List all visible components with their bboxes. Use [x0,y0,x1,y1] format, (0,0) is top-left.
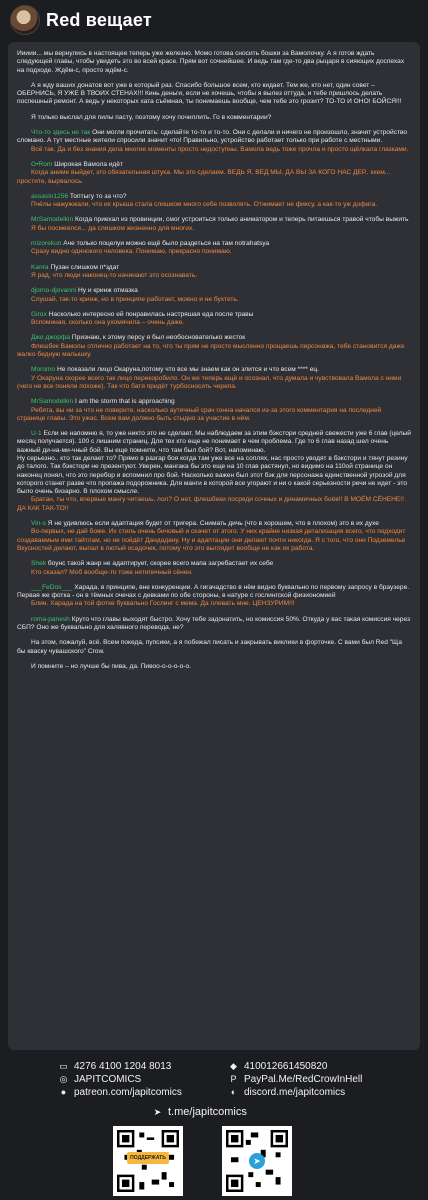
comment-body [17,616,411,633]
card-number: 4276 4100 1204 8013 [74,1061,172,1072]
comment-body [17,287,411,295]
comment [17,430,411,513]
author-reply: Я бы посмеялся... да слишком жизненно для многих. [31,224,195,232]
comment-text: Когда приехал из провинции, смог устроиться только аниматором и теперь питаешься травой чтобы выжить [75,216,409,224]
comment-author[interactable]: Джо джорфа [31,334,71,342]
outro-paragraph-2: И помните – но лучше бы пива, да. Пивоо-о-о-о-о-о. [31,662,191,670]
comment [17,366,411,391]
comment [17,129,411,154]
comment-author[interactable]: Vin-s [31,520,46,528]
comment-body [17,560,411,568]
comment-body [17,334,411,342]
page-title: Red вещает [46,9,152,30]
patreon-link[interactable]: patreon.com/japitcomics [74,1087,182,1098]
comment [17,398,411,423]
paypal-icon: P [230,1074,237,1084]
card-icon: ▭ [59,1061,68,1071]
comment-text: Топтыгу то за что? [69,192,127,200]
comment-author[interactable]: Girox [31,310,47,318]
comment-body [17,430,411,496]
qr-badge: ПОДДЕРЖАТЬ [127,1152,169,1164]
comment [17,311,411,328]
comment [17,520,411,553]
outro-paragraph-1: На этом, пожалуй, всё. Всем покеда, пупсики, а я побежал писать и закрывать виклики в форточке. С вами был Red "Ща бы кваску чувашского" Crow. [17,639,402,655]
qr-code-donate[interactable] [113,1126,183,1196]
telegram-logo-icon: ➤ [249,1153,265,1169]
author-reply: Пчёлы нажужжали, что их крыша стала слишком много себе позволять. Отжимает не фиксу, а как-то уж дофига. [31,201,378,209]
comment-author[interactable]: MrSamodelkin [31,216,74,224]
comment-body [17,264,411,272]
patreon-icon: ● [60,1087,67,1097]
comment-body [17,311,411,319]
comment-text: Я не удивлюсь если адаптация будет от тригера. Снимать дичь (что в хорошем, что в плохом) это в их духе [47,520,379,528]
author-reply: Ребята, вы ни за что не поверите, насколько аутичный срач гонна начался из-за этого комментария на последней странице главы. Это ужас. Всем вам должно быть стыдно за участие в нём. [17,406,382,422]
telegram-row [152,1108,247,1116]
comment-author[interactable]: Shek [31,560,47,568]
author-reply: Братан, ты что, впервые мангу читаешь, лол? О нет, флешбеки посреди сочных и динамичных боёв!! В МОЁМ СЁНЕНЕ!! ДА КАК ТАК-ТО!! [17,496,404,512]
social-handle[interactable]: JAPITCOMICS [74,1074,142,1085]
author-reply: Всё так. Да и без знания дела многие моменты просто недоступны. Вамола ведь тоже прочла и просто щёлкала глазками. [31,145,409,153]
author-reply: Я рад, что люди наконец-то начинают это осознавать. [31,271,198,279]
comment [17,216,411,233]
comment-text: Аче только поцелуи можно ещё было раздеться на там notrahatsya [63,240,270,248]
author-reply: Блин. Харада на той фотке буквально Гослинг с мемa. Да плевать мне. ЦЕНЗУРИМ!!! [31,600,295,608]
comment-text: боунс такой жанр не адаптирует, скорее всего мапа загребастает их себе [47,560,274,568]
author-reply: Вспоминая, сколько она ухомячила – очень даже. [31,319,185,327]
comment-author[interactable]: Что-то здесь не так [31,129,91,137]
comment-body [17,366,411,374]
comment-body [17,584,411,601]
header [0,0,428,40]
footer [0,1052,428,1200]
comment-list [17,129,411,632]
comment-author[interactable]: Kanra [31,263,49,271]
wallet-number: 410012661450820 [244,1061,328,1072]
comment-text: Не показали лицо Окаруна,потому что все мы знаем как он злится и что всем **** ец. [57,366,320,374]
comment-text: Они могли прочитать: сделайте то-то и то-то. Они с делали и ничего не произошло, значит устройство сломано. А тут местные жители спросили значит что! Правильно, устройство работает только при работе с местными. [17,129,408,145]
comment-author[interactable]: U-1 [31,430,42,438]
author-reply: Когда аниме выйдет, это обязательная штука. Мы это сделаем. ВЕДЬ Я, ВЕД МЫ, ДА ВЫ ЗА КОГО НАС ДЕР.. кхем... простите, вырвалось. [17,169,391,185]
comment-text: Круто что главы выходят быстро. Хочу тебе задонатить, но комиссия 50%. Откуда у вас такая комиссия через СБП? Оно же буквально для халявного перевода, не? [17,615,410,632]
comment-author[interactable]: assasin1256 [31,192,69,200]
post-card [8,42,420,1050]
comment [17,193,411,210]
comment [17,161,411,186]
author-reply: Кто сказал? Моб вообще-то тоже нетипичный сёнен. [31,568,193,576]
footer-links [58,1060,398,1099]
comment [17,560,411,577]
discord-link[interactable]: discord.me/japitcomics [244,1087,346,1098]
comment-text: Если не напомню я, то уже никто это не сделает. Мы наблюдаем за этим бэкстори средней свежести уже 6 глав (целый месяц получается). 100 с лишним страниц. Для тех кто еще не понимает в чем проблема. Где то 6 глав назад шел очень важный ди-на-ми-чный бой. Вы еще помните, что там был бой? Вот, напоминаю. Ну серьезно.. кто так делает то? Прямо в разгар боя когда там уже все на соплях, нас просто уводят в бэкстори и тянут резину до талого. Так бэкстори не презентуют. Уверен, мангака бы это еще на 10 глав растянул, но видимо на 110ой странице он наконец понял, что это перебор и вспомнил про бой. Насколько важен был этот бэк для персонажа единственной угрозой для которого станет разве что пропажа подорожника. Для манги в которой все угорают и ни о какой серьезности речи не идет - это было очень бизарно. В плохом смысле. [17,430,411,496]
comment [17,264,411,281]
comment [17,287,411,304]
comment [17,616,411,633]
comment-body [17,129,411,146]
discord-icon: ◐ [230,1087,237,1097]
comment-author[interactable]: roma-panesh [31,615,70,623]
comment-body [17,398,411,406]
comment-author[interactable]: G•Rom [31,160,53,168]
comment-text: Широкая Вамола идёт [54,160,124,168]
author-reply: Флешбек Вамолы отлично работает на то, что ты прям не просто мысленно прощаешь персонажа, тебе становится даже жалко бедную малышку. [17,342,405,359]
comment-text: Харада, в принципе, вне конкуренции. А гигачадство в нём видно буквально по первому запросу в браузере. Первая же фотка - он в тёмных очечах с девками по обе стороны, в натуре с гослингской физиономией [17,583,410,600]
comment-text: Насколько интересно ей понравилась настряшая еда после травы [48,310,254,318]
author-reply: Слушай, так-то кринж, но в принципе работает, можно и не бухтеть. [31,295,239,303]
intro-paragraph-1: Иииии... мы вернулись в настоящее теперь уже железно. Момо готова сносить бошки за Вамолочку. А я готов ждать следующей главы, чтобы увидеть это во всей красе. Прям вот сочнейшее. И ведь там где-то два рыцаря в сияющих доспехах на подходе. Ждём-с, просто ждём-с. [17,50,405,74]
intro-paragraph-3: Я только выслал для пилы пасту, поэтому хочу почиллить. Го в комментарии? [31,113,272,121]
comment-text: I am the storm that is approaching [75,398,175,406]
author-reply: Во-первых, не дай боже. Их стиль очень бичовый и скачет от этого. У них крайне низкая детализация всего, что подходит создаваемым ими тайтлам, но не пойдёт Дандадану. Ну и адаптации они делают почти никогда. Я с того, что они Подземелье Вкусностей делают, выпал в лютый осадочек, потому что это выглядит вообще не как их работа. [17,528,406,552]
comment [17,334,411,359]
comment-body [17,240,411,248]
comment-author[interactable]: djorno-djovanni [31,287,77,295]
comment [17,240,411,257]
telegram-icon: ➤ [153,1107,162,1117]
comment-text: Ну и кринж отмазка [77,287,138,295]
author-reply: Сразу видно одинокого человека. Понимаю, прекрасно понимаю. [31,248,232,256]
comment-author[interactable]: ___FeDos___ [31,583,73,591]
comment-body [17,193,411,201]
comment-text: Пузан слишком п*здат [50,263,120,271]
comment-author[interactable]: Moromo [31,366,56,374]
comment [17,584,411,609]
intro-paragraph-2: А я жду ваших донатов вот уже в который раз. Спасибо большое всем, кто кидает. Тем же, кто нет, один совет – ОБЕРНИСЬ, Я УЖЕ В ТВОИХ СТЕНАХ!!! Кинь деньги, если не хочешь, чтобы я вылез оттуда, и тебе пришлось делать поспешный ремонт. А ведь у некоторых хата съёмная, ты понимаешь вообще, чем тебе это грозит? ТО-ТО И ОНО! БОЙСЯ!!! [17,81,402,106]
comment-author[interactable]: MrSamodelkin [31,398,74,406]
avatar [10,5,40,35]
social-icon: ◎ [59,1074,68,1084]
author-reply: У Окаруна скорее всего так лицо перекоробило. Он же теперь ещё и осознал, что думала и чувствовала Вамола с ними (чего не все поняли похоже). Так что батя придёт турбосносить черепа. [17,374,402,390]
comment-body [17,216,411,224]
qr-code-telegram[interactable] [222,1126,292,1196]
comment-author[interactable]: mizorekun [31,240,62,248]
paypal-link[interactable]: PayPal.Me/RedCrowInHell [244,1074,363,1085]
telegram-link[interactable]: t.me/japitcomics [168,1106,247,1118]
comment-text: Признаю, к этому персу я был необоснователько жесток [71,334,246,342]
wallet-icon: ◆ [230,1061,237,1071]
